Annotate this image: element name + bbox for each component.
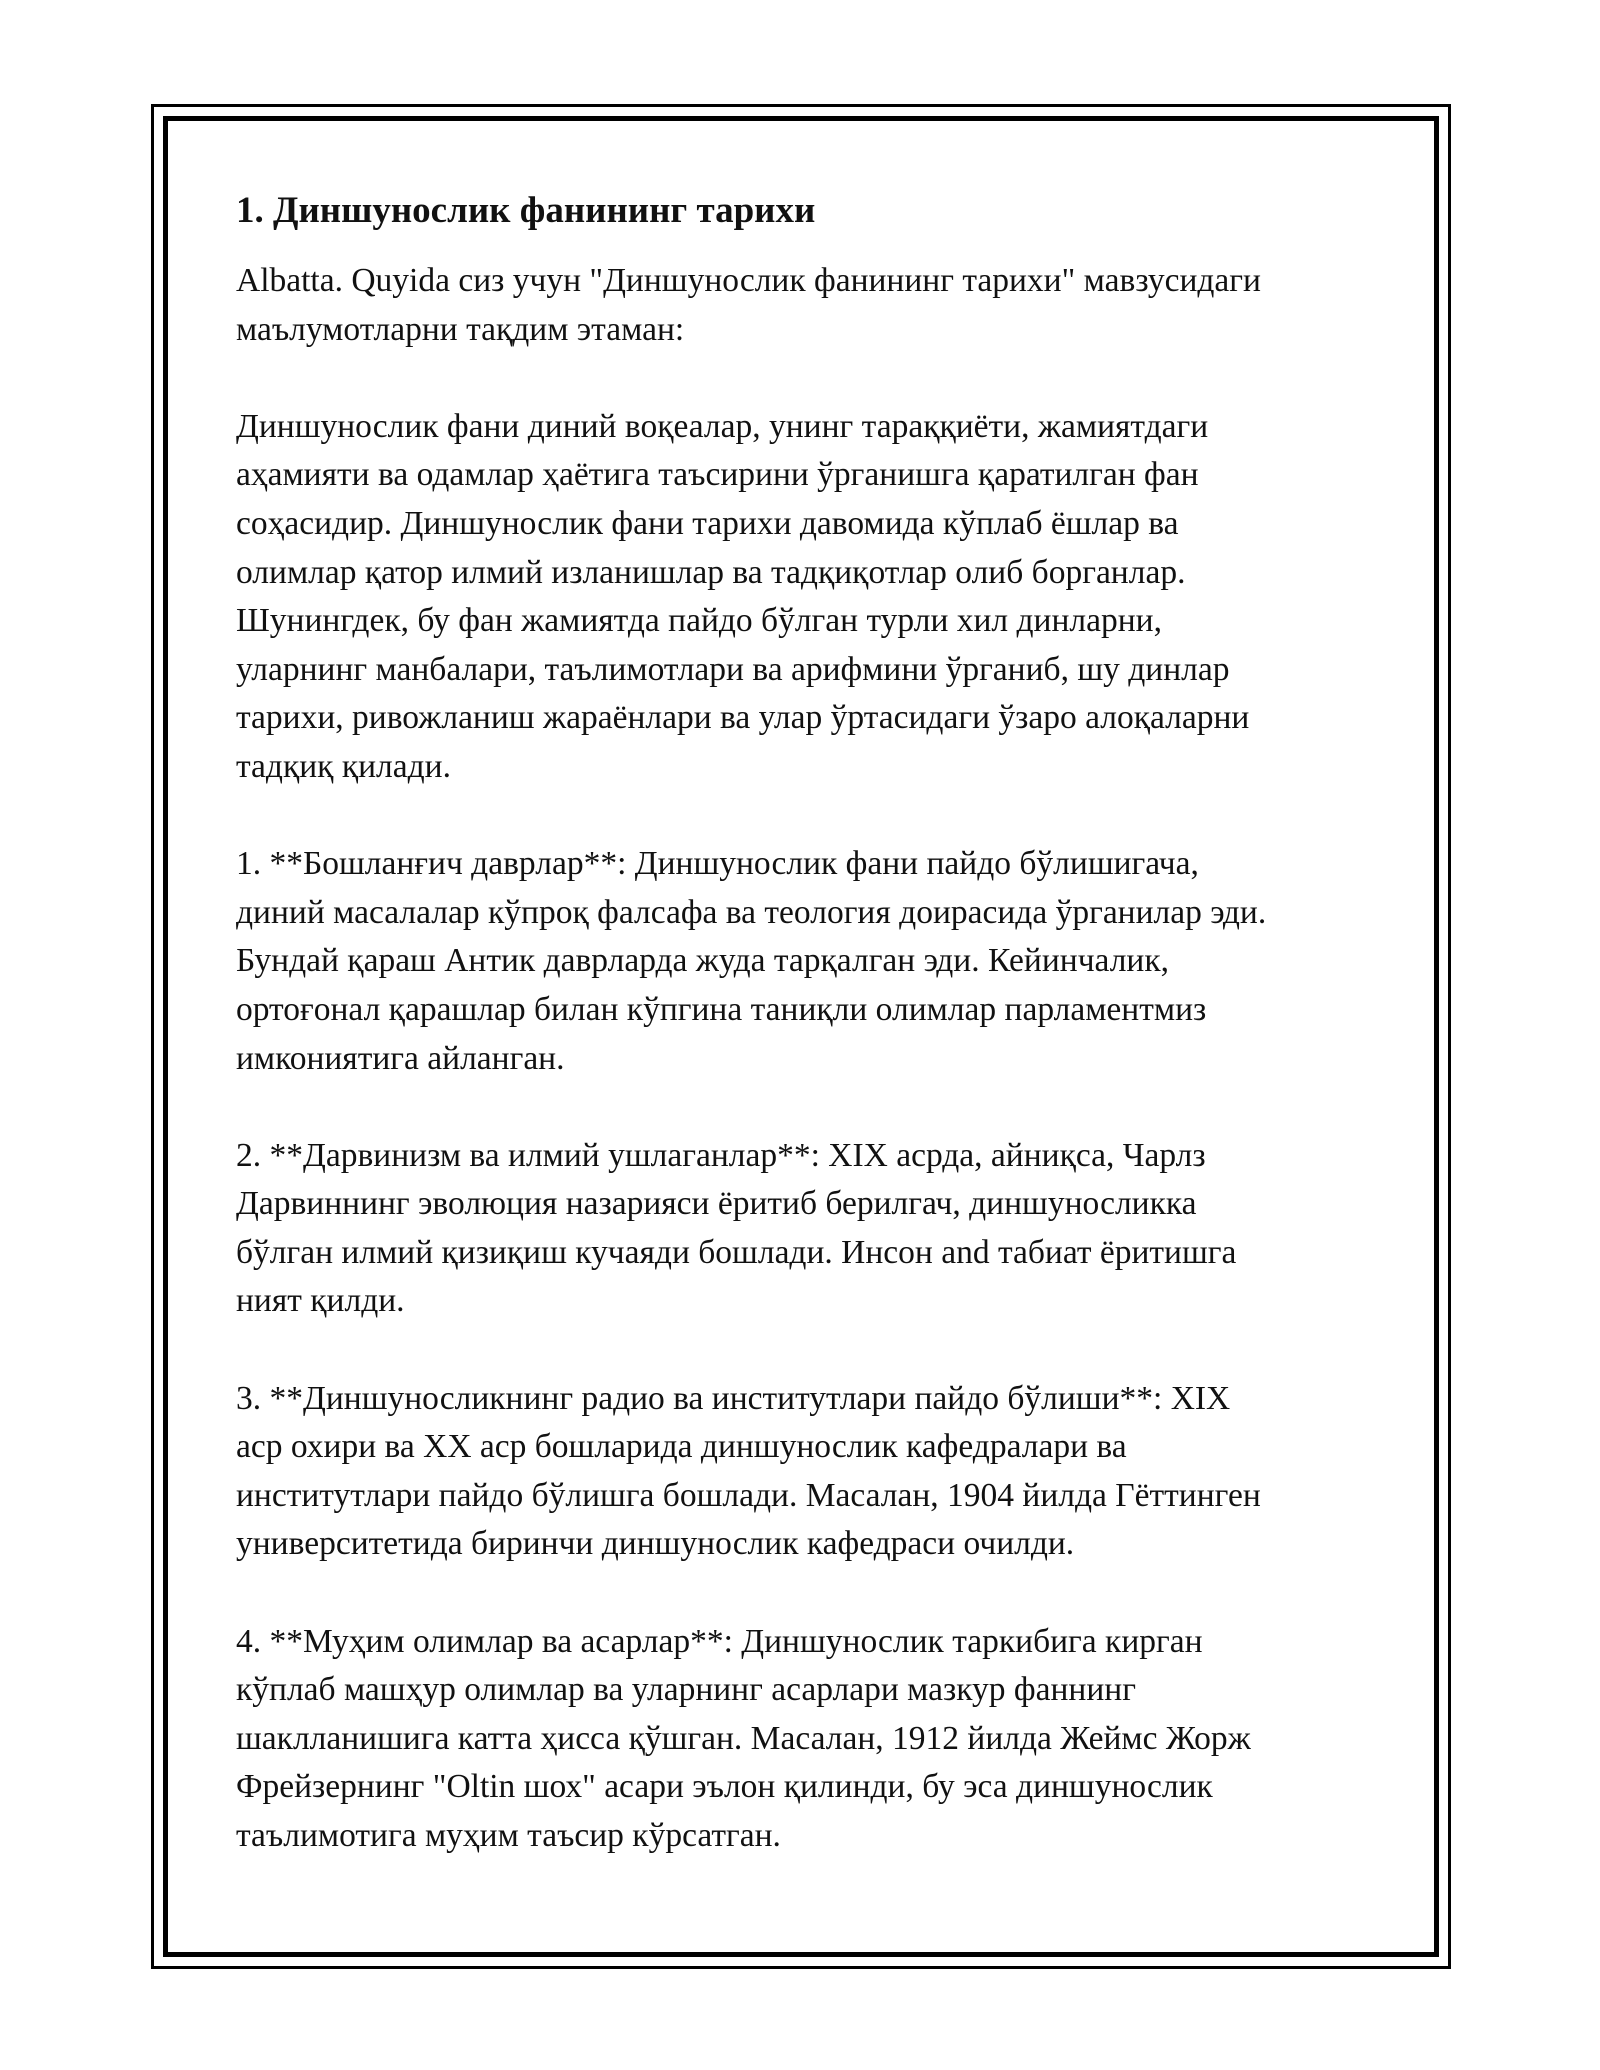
paragraph-overview [236,403,1376,792]
list-item-4 [236,1618,1376,1861]
paragraph-line: университетида биринчи диншунослик кафедраси очилди. [236,1525,1075,1563]
paragraph-line: Бундай қараш Антик даврларда жуда тарқалган эди. Кейинчалик, [236,942,1169,980]
list-item-1 [236,840,1376,1083]
paragraph-intro [236,257,1376,354]
paragraph-line: тарихи, ривожланиш жараёнлари ва улар ўртасидаги ўзаро алоқаларни [236,699,1250,737]
paragraph-line: Фрейзернинг "Oltin шох" асари эълон қилинди, бу эса диншунослик [236,1768,1213,1806]
paragraph-line: маълумотларни тақдим этаман: [236,310,685,348]
list-item-2 [236,1132,1376,1326]
paragraph-line: шаклланишига катта ҳисса қўшган. Масалан, 1912 йилда Жеймс Жорж [236,1719,1251,1757]
paragraph-line: диний масалалар кўпроқ фалсафа ва теология доирасида ўрганилар эди. [236,893,1267,931]
paragraph-line: имкониятига айланган. [236,1039,565,1077]
paragraph-line: Дарвиннинг эволюция назарияси ёритиб берилгач, диншуносликка [236,1185,1197,1223]
paragraph-line: ният қилди. [236,1282,405,1320]
page-title: 1. Диншунослик фанининг тарихи [236,190,816,231]
paragraph-line: тадқиқ қилади. [236,747,451,785]
paragraph-line: 2. **Дарвинизм ва илмий ушлаганлар**: XIX асрда, айниқса, Чарлз [236,1136,1206,1174]
paragraph-line: олимлар қатор илмий изланишлар ва тадқиқотлар олиб борганлар. [236,553,1186,591]
paragraph-line: институтлари пайдо бўлишга бошлади. Масалан, 1904 йилда Гёттинген [236,1476,1261,1514]
paragraph-line: ортоғонал қарашлар билан кўпгина таниқли олимлар парламентмиз [236,990,1207,1028]
paragraph-line: 4. **Муҳим олимлар ва асарлар**: Диншунослик таркибига кирган [236,1622,1203,1660]
document-body [236,185,1376,1909]
paragraph-line: уларнинг манбалари, таълимотлари ва арифмини ўрганиб, шу динлар [236,650,1230,688]
paragraph-line: 1. **Бошланғич даврлар**: Диншунослик фани пайдо бўлишигача, [236,845,1199,883]
paragraph-line: аср охири ва XX аср бошларида диншунослик кафедралари ва [236,1428,1127,1466]
paragraph-line: 3. **Диншуносликнинг радио ва институтлари пайдо бўлиши**: XIX [236,1379,1231,1417]
paragraph-line: кўплаб машҳур олимлар ва уларнинг асарлари мазкур фаннинг [236,1671,1136,1709]
paragraph-line: Albatta. Quyida сиз учун "Диншунослик фанининг тарихи" мавзусидаги [236,262,1261,299]
paragraph-line: аҳамияти ва одамлар ҳаётига таъсирини ўрганишга қаратилган фан [236,456,1199,494]
paragraph-line: Диншунослик фани диний воқеалар, унинг тараққиёти, жамиятдаги [236,407,1209,445]
paragraph-line: Шунингдек, бу фан жамиятда пайдо бўлган турли хил динларни, [236,602,1162,640]
list-item-3 [236,1375,1376,1569]
paragraph-line: соҳасидир. Диншунослик фани тарихи давомида кўплаб ёшлар ва [236,504,1179,542]
paragraph-line: таълимотига муҳим таъсир кўрсатган. [236,1817,781,1854]
paragraph-line: бўлган илмий қизиқиш кучаяди бошлади. Инсон and табиат ёритишга [236,1233,1237,1271]
